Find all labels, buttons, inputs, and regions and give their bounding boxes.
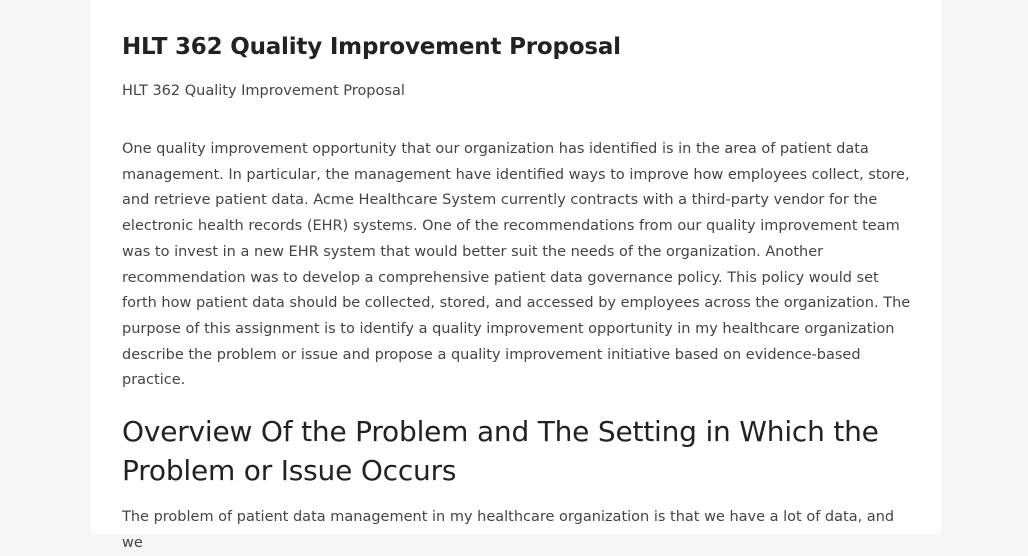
page-title: HLT 362 Quality Improvement Proposal	[122, 34, 621, 60]
section-heading: Overview Of the Problem and The Setting in Which the Problem or Issue Occurs	[122, 415, 879, 487]
article-subtitle: HLT 362 Quality Improvement Proposal	[122, 83, 405, 99]
section-paragraph: The problem of patient data management in my healthcare organization is that we have a lot of data, and we	[122, 509, 895, 551]
intro-paragraph: One quality improvement opportunity that our organization has identified is in the area of patient data management. In particular, the management have identified ways to improve how employees collect, store, and retrieve patient data. Acme Healthcare System currently contracts with a third-party vendor for the electronic health records (EHR) systems. One of the recommendations from our quality improvement team was to invest in a new EHR system that would better suit the needs of the organization. Another recommendation was to develop a comprehensive patient data governance policy. This policy would set forth how patient data should be collected, stored, and accessed by employees across the organization. The purpose of this assignment is to identify a quality improvement opportunity in my healthcare organization describe the problem or issue and propose a quality improvement initiative based on evidence-based practice.	[122, 141, 911, 389]
article-page	[91, 0, 941, 551]
